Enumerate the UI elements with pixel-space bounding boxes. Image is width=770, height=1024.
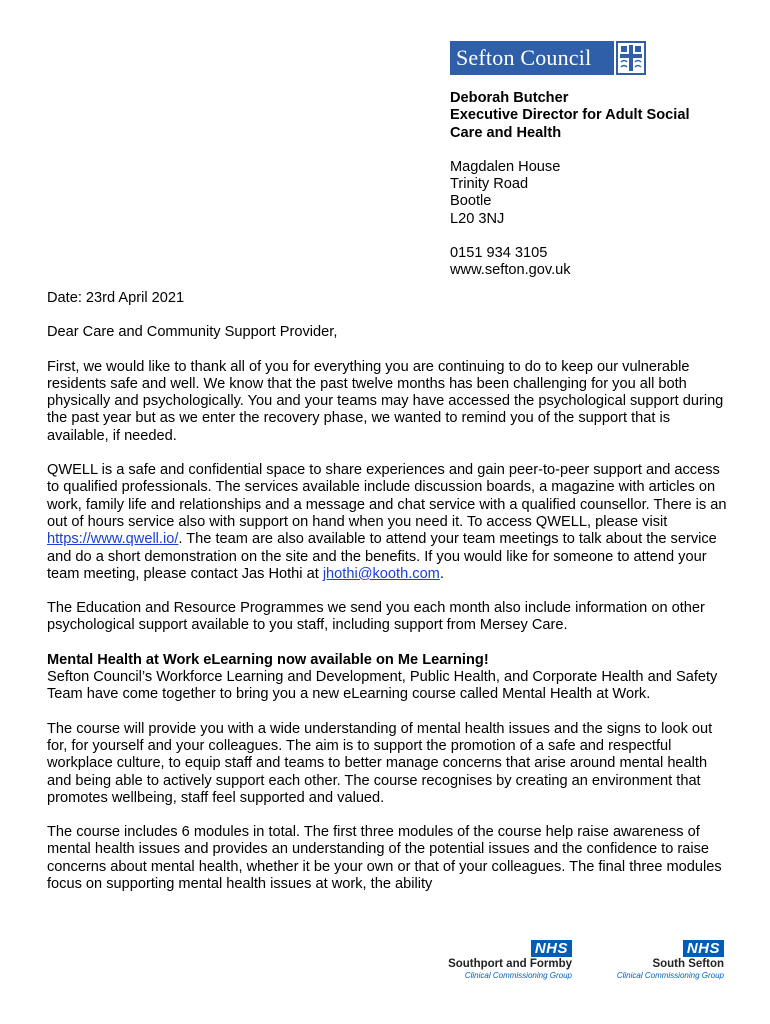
council-crest-icon — [616, 41, 646, 75]
ccg-logo-southport-formby — [440, 940, 572, 980]
address-line: Magdalen House — [450, 158, 561, 175]
letter-salutation: Dear Care and Community Support Provider, — [47, 324, 338, 341]
contact-email-link[interactable]: jhothi@kooth.com — [322, 565, 440, 582]
paragraph-qwell — [47, 462, 727, 583]
letter-body — [47, 290, 727, 910]
sender-block — [450, 90, 750, 280]
ccg-name: Southport and Formby — [448, 958, 572, 971]
ccg-logo-south-sefton — [600, 940, 724, 980]
paragraph-thanks: First, we would like to thank all of you for everything you are continuing to do to keep our vulnerable residents safe and well. We know that the past twelve months has been challenging for you all both physically and psychologically. You and your teams may have accessed the psychological support during the past year but as we enter the recovery phase, we wanted to remind you of the support that is available, if needed. — [47, 358, 724, 444]
section-heading: Mental Health at Work eLearning now available on Me Learning! — [47, 651, 489, 668]
address-line: Trinity Road — [450, 176, 529, 193]
paragraph-education: The Education and Resource Programmes we send you each month also include information on other psychological support available to you staff, including support from Mersey Care. — [47, 600, 705, 634]
qwell-link[interactable]: https://www.qwell.io/ — [47, 531, 179, 548]
paragraph-elearning: Sefton Council’s Workforce Learning and Development, Public Health, and Corporate Health and Safety Team have come together to bring you a new eLearning course called Mental Health at Work. — [47, 669, 718, 703]
logo-text: Sefton Council — [450, 41, 614, 75]
nhs-logo-icon: NHS — [683, 940, 724, 957]
sender-website: www.sefton.gov.uk — [450, 262, 571, 279]
sender-title-line1: Executive Director for Adult Social — [450, 107, 690, 124]
qwell-text-a: QWELL is a safe and confidential space to share experiences and gain peer-to-peer support and access to qualified professionals. The services available include discussion boards, a magazine with articles on work, family life and relationships and a message and chat service with a qualified counsellor. There is an out of hours service also with support on hand when you need it. To access QWELL, please visit — [47, 462, 727, 530]
address-line: L20 3NJ — [450, 210, 505, 227]
ccg-subtitle: Clinical Commissioning Group — [616, 971, 724, 981]
sefton-council-logo — [450, 41, 646, 75]
qwell-text-c: . — [439, 565, 444, 582]
paragraph-modules: The course includes 6 modules in total. The first three modules of the course help raise awareness of mental health issues and provides an understanding of the potential issues and the confidence to raise concerns about mental health, whether it be your own or that of your colleagues. The final three modules focus on supporting mental health issues at work, the ability — [47, 824, 722, 893]
sender-title-line2: Care and Health — [450, 124, 562, 141]
address-line: Bootle — [450, 193, 492, 210]
nhs-logo-icon: NHS — [531, 940, 572, 957]
qwell-text-b: . The team are also available to attend your team meetings to talk about the service and do a short demonstration on the site and the benefits. If you would like for someone to attend your team meeting, please contact Jas Hothi at — [47, 531, 717, 582]
sender-name: Deborah Butcher — [450, 90, 569, 106]
letter-date: Date: 23rd April 2021 — [47, 290, 185, 306]
paragraph-course: The course will provide you with a wide understanding of mental health issues and the signs to look out for, for yourself and your colleagues. The aim is to support the promotion of a safe and respectful workplace culture, to equip staff and teams to better manage concerns that arise around mental health and being able to actively support each other. The course recognises by creating an environment that promotes wellbeing, staff feel supported and valued. — [47, 720, 713, 806]
ccg-subtitle: Clinical Commissioning Group — [464, 971, 572, 981]
sender-phone: 0151 934 3105 — [450, 245, 548, 262]
ccg-name: South Sefton — [652, 958, 724, 971]
